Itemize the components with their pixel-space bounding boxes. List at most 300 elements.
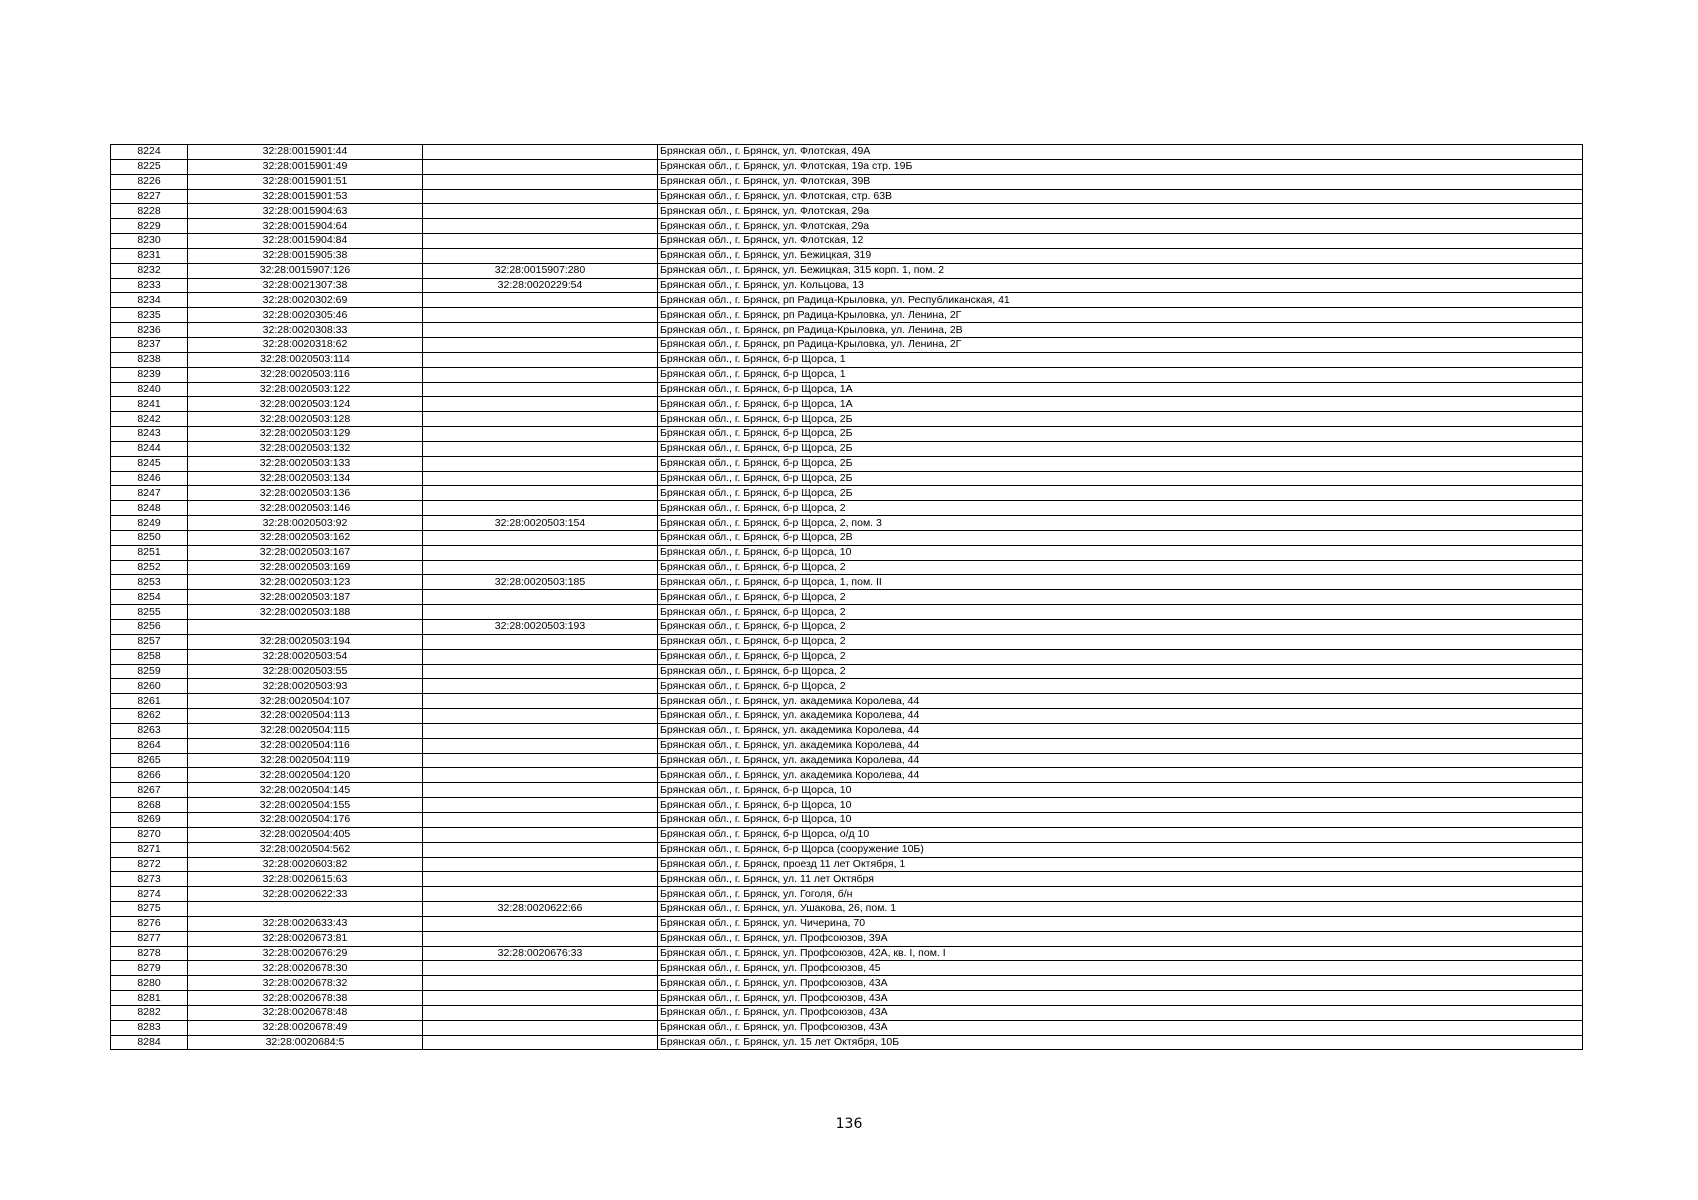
- address-cell: Брянская обл., г. Брянск, рп Радица-Крыловка, ул. Республиканская, 41: [658, 293, 1583, 308]
- cadastral-number-cell: 32:28:0020504:155: [188, 798, 423, 813]
- related-number-cell: [423, 189, 658, 204]
- address-cell: Брянская обл., г. Брянск, б-р Щорса, 2Б: [658, 412, 1583, 427]
- related-number-cell: [423, 1035, 658, 1050]
- table-row: [111, 991, 1583, 1006]
- address-cell: Брянская обл., г. Брянск, б-р Щорса, 1, пом. II: [658, 575, 1583, 590]
- row-number-cell: 8235: [111, 308, 188, 323]
- address-cell: Брянская обл., г. Брянск, б-р Щорса, 10: [658, 545, 1583, 560]
- data-table: [110, 144, 1583, 1050]
- related-number-cell: [423, 753, 658, 768]
- cadastral-number-cell: 32:28:0015905:38: [188, 248, 423, 263]
- row-number-cell: 8280: [111, 976, 188, 991]
- address-cell: Брянская обл., г. Брянск, б-р Щорса, 2: [658, 649, 1583, 664]
- related-number-cell: [423, 887, 658, 902]
- related-number-cell: [423, 501, 658, 516]
- related-number-cell: [423, 427, 658, 442]
- table-row: [111, 575, 1583, 590]
- related-number-cell: [423, 456, 658, 471]
- address-cell: Брянская обл., г. Брянск, ул. 11 лет Октября: [658, 872, 1583, 887]
- related-number-cell: [423, 352, 658, 367]
- related-number-cell: [423, 471, 658, 486]
- row-number-cell: 8256: [111, 620, 188, 635]
- table-row: [111, 545, 1583, 560]
- related-number-cell: [423, 872, 658, 887]
- cadastral-number-cell: 32:28:0020503:129: [188, 427, 423, 442]
- table-row: [111, 456, 1583, 471]
- related-number-cell: [423, 605, 658, 620]
- cadastral-number-cell: 32:28:0020504:116: [188, 738, 423, 753]
- related-number-cell: [423, 664, 658, 679]
- table-row: [111, 842, 1583, 857]
- row-number-cell: 8272: [111, 857, 188, 872]
- cadastral-number-cell: 32:28:0020678:49: [188, 1020, 423, 1035]
- row-number-cell: 8230: [111, 234, 188, 249]
- related-number-cell: [423, 991, 658, 1006]
- address-cell: Брянская обл., г. Брянск, б-р Щорса, 1А: [658, 397, 1583, 412]
- row-number-cell: 8236: [111, 323, 188, 338]
- cadastral-number-cell: 32:28:0020503:114: [188, 352, 423, 367]
- address-cell: Брянская обл., г. Брянск, б-р Щорса, 1: [658, 352, 1583, 367]
- related-number-cell: [423, 545, 658, 560]
- table-row: [111, 649, 1583, 664]
- table-row: [111, 1035, 1583, 1050]
- related-number-cell: [423, 783, 658, 798]
- address-cell: Брянская обл., г. Брянск, б-р Щорса, 2Б: [658, 486, 1583, 501]
- cadastral-number-cell: 32:28:0020503:54: [188, 649, 423, 664]
- address-cell: Брянская обл., г. Брянск, ул. Гоголя, б/н: [658, 887, 1583, 902]
- table-row: [111, 738, 1583, 753]
- table-row: [111, 768, 1583, 783]
- row-number-cell: 8269: [111, 812, 188, 827]
- address-cell: Брянская обл., г. Брянск, б-р Щорса, 2: [658, 664, 1583, 679]
- row-number-cell: 8276: [111, 916, 188, 931]
- table-row: [111, 263, 1583, 278]
- row-number-cell: 8266: [111, 768, 188, 783]
- row-number-cell: 8225: [111, 159, 188, 174]
- table-row: [111, 961, 1583, 976]
- table-row: [111, 827, 1583, 842]
- related-number-cell: [423, 234, 658, 249]
- table-row: [111, 352, 1583, 367]
- cadastral-number-cell: 32:28:0020503:55: [188, 664, 423, 679]
- row-number-cell: 8240: [111, 382, 188, 397]
- related-number-cell: [423, 768, 658, 783]
- table-row: [111, 441, 1583, 456]
- cadastral-number-cell: 32:28:0020503:167: [188, 545, 423, 560]
- cadastral-number-cell: [188, 620, 423, 635]
- cadastral-number-cell: 32:28:0020504:176: [188, 812, 423, 827]
- related-number-cell: [423, 916, 658, 931]
- address-cell: Брянская обл., г. Брянск, б-р Щорса, 2Б: [658, 471, 1583, 486]
- address-cell: Брянская обл., г. Брянск, ул. Профсоюзов, 42А, кв. I, пом. I: [658, 946, 1583, 961]
- address-cell: Брянская обл., г. Брянск, ул. 15 лет Октября, 10Б: [658, 1035, 1583, 1050]
- related-number-cell: [423, 441, 658, 456]
- cadastral-number-cell: 32:28:0020503:124: [188, 397, 423, 412]
- row-number-cell: 8238: [111, 352, 188, 367]
- table-row: [111, 397, 1583, 412]
- row-number-cell: 8243: [111, 427, 188, 442]
- table-row: [111, 1020, 1583, 1035]
- address-cell: Брянская обл., г. Брянск, ул. академика Королева, 44: [658, 723, 1583, 738]
- table-body: [111, 145, 1583, 1050]
- address-cell: Брянская обл., г. Брянск, б-р Щорса, 2: [658, 634, 1583, 649]
- row-number-cell: 8231: [111, 248, 188, 263]
- row-number-cell: 8257: [111, 634, 188, 649]
- related-number-cell: [423, 827, 658, 842]
- cadastral-number-cell: 32:28:0020504:562: [188, 842, 423, 857]
- address-cell: Брянская обл., г. Брянск, ул. академика Королева, 44: [658, 709, 1583, 724]
- related-number-cell: [423, 976, 658, 991]
- row-number-cell: 8282: [111, 1005, 188, 1020]
- address-cell: Брянская обл., г. Брянск, б-р Щорса, 2: [658, 620, 1583, 635]
- related-number-cell: [423, 961, 658, 976]
- table-row: [111, 857, 1583, 872]
- related-number-cell: [423, 709, 658, 724]
- related-number-cell: [423, 931, 658, 946]
- row-number-cell: 8278: [111, 946, 188, 961]
- cadastral-number-cell: 32:28:0020678:30: [188, 961, 423, 976]
- table-row: [111, 1005, 1583, 1020]
- address-cell: Брянская обл., г. Брянск, ул. академика Королева, 44: [658, 768, 1583, 783]
- related-number-cell: [423, 486, 658, 501]
- cadastral-number-cell: 32:28:0020305:46: [188, 308, 423, 323]
- table-row: [111, 486, 1583, 501]
- table-row: [111, 234, 1583, 249]
- cadastral-number-cell: 32:28:0020504:120: [188, 768, 423, 783]
- address-cell: Брянская обл., г. Брянск, б-р Щорса (сооружение 10Б): [658, 842, 1583, 857]
- cadastral-number-cell: 32:28:0020302:69: [188, 293, 423, 308]
- address-cell: Брянская обл., г. Брянск, б-р Щорса, 2: [658, 679, 1583, 694]
- table-row: [111, 976, 1583, 991]
- table-row: [111, 278, 1583, 293]
- cadastral-number-cell: 32:28:0020503:92: [188, 516, 423, 531]
- row-number-cell: 8232: [111, 263, 188, 278]
- row-number-cell: 8255: [111, 605, 188, 620]
- cadastral-number-cell: 32:28:0020503:169: [188, 560, 423, 575]
- table-row: [111, 516, 1583, 531]
- table-row: [111, 709, 1583, 724]
- table-row: [111, 872, 1583, 887]
- row-number-cell: 8270: [111, 827, 188, 842]
- cadastral-number-cell: 32:28:0015901:51: [188, 174, 423, 189]
- address-cell: Брянская обл., г. Брянск, ул. Бежицкая, 319: [658, 248, 1583, 263]
- row-number-cell: 8228: [111, 204, 188, 219]
- address-cell: Брянская обл., г. Брянск, ул. Флотская, 49А: [658, 145, 1583, 160]
- address-cell: Брянская обл., г. Брянск, проезд 11 лет Октября, 1: [658, 857, 1583, 872]
- address-cell: Брянская обл., г. Брянск, ул. Флотская, 12: [658, 234, 1583, 249]
- row-number-cell: 8259: [111, 664, 188, 679]
- row-number-cell: 8244: [111, 441, 188, 456]
- table-row: [111, 887, 1583, 902]
- table-row: [111, 783, 1583, 798]
- row-number-cell: 8264: [111, 738, 188, 753]
- row-number-cell: 8239: [111, 367, 188, 382]
- related-number-cell: [423, 397, 658, 412]
- row-number-cell: 8242: [111, 412, 188, 427]
- cadastral-number-cell: 32:28:0020503:134: [188, 471, 423, 486]
- address-cell: Брянская обл., г. Брянск, ул. Кольцова, 13: [658, 278, 1583, 293]
- cadastral-number-cell: 32:28:0020603:82: [188, 857, 423, 872]
- row-number-cell: 8279: [111, 961, 188, 976]
- cadastral-number-cell: 32:28:0020503:128: [188, 412, 423, 427]
- address-cell: Брянская обл., г. Брянск, ул. Флотская, 19а стр. 19Б: [658, 159, 1583, 174]
- table-row: [111, 145, 1583, 160]
- row-number-cell: 8250: [111, 530, 188, 545]
- related-number-cell: [423, 204, 658, 219]
- table-row: [111, 219, 1583, 234]
- row-number-cell: 8246: [111, 471, 188, 486]
- cadastral-number-cell: 32:28:0020503:188: [188, 605, 423, 620]
- cadastral-number-cell: 32:28:0020503:93: [188, 679, 423, 694]
- cadastral-number-cell: 32:28:0021307:38: [188, 278, 423, 293]
- table-row: [111, 664, 1583, 679]
- address-cell: Брянская обл., г. Брянск, б-р Щорса, 2: [658, 501, 1583, 516]
- row-number-cell: 8260: [111, 679, 188, 694]
- related-number-cell: [423, 159, 658, 174]
- cadastral-number-cell: 32:28:0020504:405: [188, 827, 423, 842]
- address-cell: Брянская обл., г. Брянск, б-р Щорса, 2Б: [658, 427, 1583, 442]
- address-cell: Брянская обл., г. Брянск, б-р Щорса, 2: [658, 590, 1583, 605]
- address-cell: Брянская обл., г. Брянск, ул. Профсоюзов, 43А: [658, 976, 1583, 991]
- row-number-cell: 8281: [111, 991, 188, 1006]
- row-number-cell: 8233: [111, 278, 188, 293]
- address-cell: Брянская обл., г. Брянск, ул. Профсоюзов, 43А: [658, 1005, 1583, 1020]
- related-number-cell: [423, 530, 658, 545]
- row-number-cell: 8267: [111, 783, 188, 798]
- row-number-cell: 8226: [111, 174, 188, 189]
- address-cell: Брянская обл., г. Брянск, ул. Чичерина, 70: [658, 916, 1583, 931]
- table-row: [111, 753, 1583, 768]
- address-cell: Брянская обл., г. Брянск, ул. академика Королева, 44: [658, 694, 1583, 709]
- table-row: [111, 798, 1583, 813]
- table-row: [111, 159, 1583, 174]
- related-number-cell: [423, 308, 658, 323]
- address-cell: Брянская обл., г. Брянск, ул. академика Королева, 44: [658, 738, 1583, 753]
- related-number-cell: [423, 174, 658, 189]
- cadastral-number-cell: 32:28:0020503:133: [188, 456, 423, 471]
- table-row: [111, 620, 1583, 635]
- related-number-cell: [423, 219, 658, 234]
- related-number-cell: 32:28:0020229:54: [423, 278, 658, 293]
- cadastral-number-cell: 32:28:0020308:33: [188, 323, 423, 338]
- row-number-cell: 8248: [111, 501, 188, 516]
- address-cell: Брянская обл., г. Брянск, б-р Щорса, 2: [658, 605, 1583, 620]
- address-cell: Брянская обл., г. Брянск, б-р Щорса, 10: [658, 783, 1583, 798]
- table-row: [111, 605, 1583, 620]
- table-row: [111, 293, 1583, 308]
- related-number-cell: [423, 293, 658, 308]
- row-number-cell: 8253: [111, 575, 188, 590]
- address-cell: Брянская обл., г. Брянск, б-р Щорса, 2, пом. 3: [658, 516, 1583, 531]
- row-number-cell: 8254: [111, 590, 188, 605]
- related-number-cell: [423, 649, 658, 664]
- cadastral-number-cell: 32:28:0020504:115: [188, 723, 423, 738]
- table-row: [111, 427, 1583, 442]
- address-cell: Брянская обл., г. Брянск, рп Радица-Крыловка, ул. Ленина, 2Г: [658, 337, 1583, 352]
- address-cell: Брянская обл., г. Брянск, б-р Щорса, 10: [658, 812, 1583, 827]
- related-number-cell: [423, 842, 658, 857]
- table-row: [111, 679, 1583, 694]
- row-number-cell: 8271: [111, 842, 188, 857]
- cadastral-number-cell: 32:28:0020503:187: [188, 590, 423, 605]
- row-number-cell: 8229: [111, 219, 188, 234]
- address-cell: Брянская обл., г. Брянск, ул. Флотская, 29а: [658, 204, 1583, 219]
- row-number-cell: 8268: [111, 798, 188, 813]
- table-row: [111, 501, 1583, 516]
- related-number-cell: [423, 590, 658, 605]
- related-number-cell: 32:28:0020503:154: [423, 516, 658, 531]
- table-row: [111, 902, 1583, 917]
- address-cell: Брянская обл., г. Брянск, ул. Бежицкая, 315 корп. 1, пом. 2: [658, 263, 1583, 278]
- cadastral-number-cell: [188, 902, 423, 917]
- related-number-cell: [423, 145, 658, 160]
- address-cell: Брянская обл., г. Брянск, ул. Профсоюзов, 45: [658, 961, 1583, 976]
- related-number-cell: [423, 248, 658, 263]
- row-number-cell: 8252: [111, 560, 188, 575]
- address-cell: Брянская обл., г. Брянск, б-р Щорса, 2: [658, 560, 1583, 575]
- address-cell: Брянская обл., г. Брянск, ул. Профсоюзов, 43А: [658, 991, 1583, 1006]
- cadastral-number-cell: 32:28:0015904:64: [188, 219, 423, 234]
- cadastral-number-cell: 32:28:0020318:62: [188, 337, 423, 352]
- table-row: [111, 248, 1583, 263]
- related-number-cell: 32:28:0015907:280: [423, 263, 658, 278]
- address-cell: Брянская обл., г. Брянск, ул. Флотская, 29а: [658, 219, 1583, 234]
- table-row: [111, 931, 1583, 946]
- table-row: [111, 189, 1583, 204]
- cadastral-number-cell: 32:28:0020678:38: [188, 991, 423, 1006]
- cadastral-number-cell: 32:28:0020503:123: [188, 575, 423, 590]
- cadastral-number-cell: 32:28:0020615:63: [188, 872, 423, 887]
- table-row: [111, 812, 1583, 827]
- row-number-cell: 8274: [111, 887, 188, 902]
- cadastral-number-cell: 32:28:0020504:113: [188, 709, 423, 724]
- related-number-cell: [423, 738, 658, 753]
- row-number-cell: 8258: [111, 649, 188, 664]
- row-number-cell: 8283: [111, 1020, 188, 1035]
- table-row: [111, 694, 1583, 709]
- related-number-cell: 32:28:0020503:185: [423, 575, 658, 590]
- row-number-cell: 8245: [111, 456, 188, 471]
- address-cell: Брянская обл., г. Брянск, ул. Профсоюзов, 43А: [658, 1020, 1583, 1035]
- row-number-cell: 8249: [111, 516, 188, 531]
- cadastral-number-cell: 32:28:0020503:116: [188, 367, 423, 382]
- row-number-cell: 8224: [111, 145, 188, 160]
- address-cell: Брянская обл., г. Брянск, б-р Щорса, 1А: [658, 382, 1583, 397]
- related-number-cell: 32:28:0020622:66: [423, 902, 658, 917]
- cadastral-number-cell: 32:28:0020504:145: [188, 783, 423, 798]
- address-cell: Брянская обл., г. Брянск, б-р Щорса, о/д 10: [658, 827, 1583, 842]
- address-cell: Брянская обл., г. Брянск, рп Радица-Крыловка, ул. Ленина, 2В: [658, 323, 1583, 338]
- address-cell: Брянская обл., г. Брянск, рп Радица-Крыловка, ул. Ленина, 2Г: [658, 308, 1583, 323]
- address-cell: Брянская обл., г. Брянск, б-р Щорса, 1: [658, 367, 1583, 382]
- cadastral-number-cell: 32:28:0020676:29: [188, 946, 423, 961]
- row-number-cell: 8262: [111, 709, 188, 724]
- table-row: [111, 530, 1583, 545]
- address-cell: Брянская обл., г. Брянск, ул. Флотская, стр. 63В: [658, 189, 1583, 204]
- cadastral-number-cell: 32:28:0015901:44: [188, 145, 423, 160]
- related-number-cell: [423, 1020, 658, 1035]
- address-cell: Брянская обл., г. Брянск, б-р Щорса, 2Б: [658, 456, 1583, 471]
- related-number-cell: [423, 367, 658, 382]
- row-number-cell: 8241: [111, 397, 188, 412]
- row-number-cell: 8265: [111, 753, 188, 768]
- table-row: [111, 634, 1583, 649]
- cadastral-number-cell: 32:28:0020678:48: [188, 1005, 423, 1020]
- row-number-cell: 8273: [111, 872, 188, 887]
- cadastral-number-cell: 32:28:0020622:33: [188, 887, 423, 902]
- cadastral-number-cell: 32:28:0015901:49: [188, 159, 423, 174]
- cadastral-number-cell: 32:28:0020503:132: [188, 441, 423, 456]
- cadastral-number-cell: 32:28:0020503:122: [188, 382, 423, 397]
- table-row: [111, 560, 1583, 575]
- related-number-cell: [423, 812, 658, 827]
- table-row: [111, 916, 1583, 931]
- row-number-cell: 8234: [111, 293, 188, 308]
- cadastral-number-cell: 32:28:0020504:119: [188, 753, 423, 768]
- related-number-cell: [423, 679, 658, 694]
- row-number-cell: 8275: [111, 902, 188, 917]
- related-number-cell: [423, 337, 658, 352]
- row-number-cell: 8227: [111, 189, 188, 204]
- cadastral-number-cell: 32:28:0020503:136: [188, 486, 423, 501]
- row-number-cell: 8263: [111, 723, 188, 738]
- cadastral-number-cell: 32:28:0020678:32: [188, 976, 423, 991]
- cadastral-number-cell: 32:28:0020504:107: [188, 694, 423, 709]
- table-row: [111, 323, 1583, 338]
- table-row: [111, 382, 1583, 397]
- table-row: [111, 204, 1583, 219]
- related-number-cell: [423, 723, 658, 738]
- cadastral-number-cell: 32:28:0020673:81: [188, 931, 423, 946]
- related-number-cell: [423, 382, 658, 397]
- table-row: [111, 367, 1583, 382]
- address-cell: Брянская обл., г. Брянск, ул. Флотская, 39В: [658, 174, 1583, 189]
- cadastral-number-cell: 32:28:0015904:63: [188, 204, 423, 219]
- related-number-cell: [423, 857, 658, 872]
- cadastral-number-cell: 32:28:0015907:126: [188, 263, 423, 278]
- table-row: [111, 471, 1583, 486]
- address-cell: Брянская обл., г. Брянск, б-р Щорса, 10: [658, 798, 1583, 813]
- address-cell: Брянская обл., г. Брянск, ул. Ушакова, 26, пом. 1: [658, 902, 1583, 917]
- row-number-cell: 8277: [111, 931, 188, 946]
- table-row: [111, 412, 1583, 427]
- table-row: [111, 946, 1583, 961]
- related-number-cell: [423, 323, 658, 338]
- row-number-cell: 8284: [111, 1035, 188, 1050]
- address-cell: Брянская обл., г. Брянск, ул. Профсоюзов, 39А: [658, 931, 1583, 946]
- cadastral-number-cell: 32:28:0015904:84: [188, 234, 423, 249]
- cadastral-number-cell: 32:28:0020503:194: [188, 634, 423, 649]
- table-row: [111, 174, 1583, 189]
- related-number-cell: [423, 412, 658, 427]
- table-row: [111, 308, 1583, 323]
- cadastral-number-cell: 32:28:0020503:162: [188, 530, 423, 545]
- cadastral-number-cell: 32:28:0015901:53: [188, 189, 423, 204]
- related-number-cell: [423, 694, 658, 709]
- address-cell: Брянская обл., г. Брянск, б-р Щорса, 2В: [658, 530, 1583, 545]
- row-number-cell: 8261: [111, 694, 188, 709]
- related-number-cell: [423, 634, 658, 649]
- row-number-cell: 8251: [111, 545, 188, 560]
- row-number-cell: 8237: [111, 337, 188, 352]
- page-number: 136: [835, 1116, 863, 1132]
- related-number-cell: 32:28:0020503:193: [423, 620, 658, 635]
- row-number-cell: 8247: [111, 486, 188, 501]
- related-number-cell: [423, 1005, 658, 1020]
- cadastral-number-cell: 32:28:0020503:146: [188, 501, 423, 516]
- table-row: [111, 723, 1583, 738]
- related-number-cell: [423, 798, 658, 813]
